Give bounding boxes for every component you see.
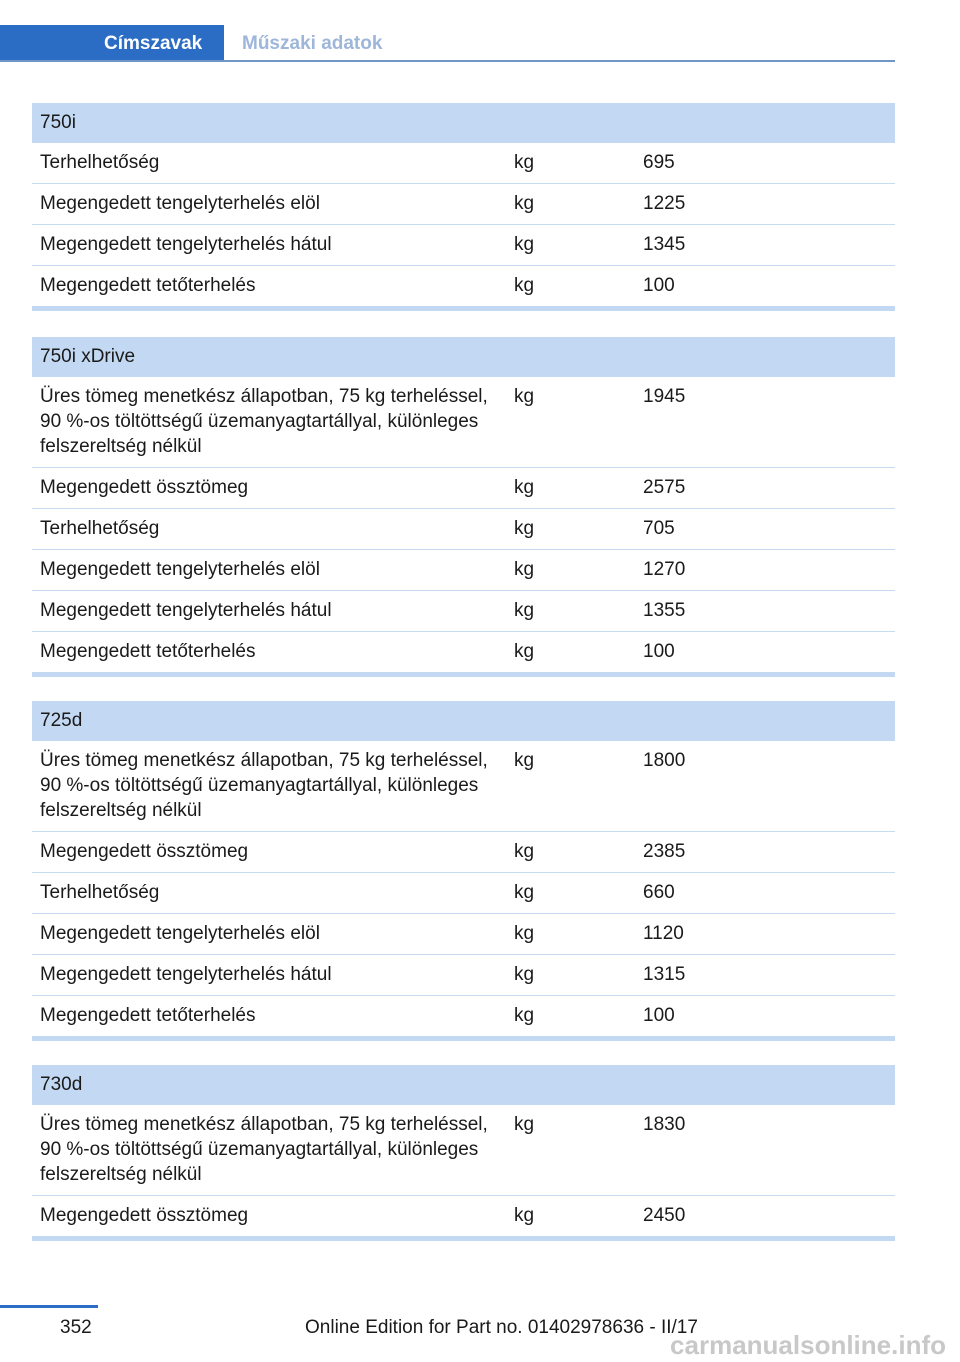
row-value: 695 [643,152,675,173]
row-label: Megengedett tengelyterhelés hátul [40,234,332,255]
row-label: Megengedett tetőterhelés [40,275,256,296]
row-label: Megengedett tengelyterhelés elöl [40,923,320,944]
row-label: Megengedett össztömeg [40,1205,249,1226]
row-unit: kg [514,193,535,214]
page-number: 352 [60,1317,92,1338]
table-row [32,468,895,509]
table-row [32,955,895,996]
row-unit: kg [514,1005,535,1026]
row-value: 1945 [643,386,686,407]
table-end-bar [32,672,895,677]
spec-table-750i-xdrive [32,337,895,677]
table-title: 750i xDrive [32,337,895,377]
row-value: 1800 [643,750,686,771]
table-row [32,143,895,184]
row-unit: kg [514,234,535,255]
table-row [32,591,895,632]
row-unit: kg [514,518,535,539]
table-end-bar [32,1236,895,1241]
row-value: 1315 [643,964,686,985]
table-row [32,550,895,591]
row-value: 1270 [643,559,686,580]
row-unit: kg [514,1114,535,1135]
table-row [32,741,895,832]
tab-muszaki-adatok[interactable]: Műszaki adatok [242,33,383,54]
row-value: 1355 [643,600,686,621]
row-value: 1120 [643,923,684,944]
row-label: Megengedett tengelyterhelés hátul [40,600,332,621]
row-label: Megengedett össztömeg [40,841,249,862]
spec-table-750i [32,103,895,311]
row-label: Üres tömeg menetkész állapotban, 75 kg terheléssel, 90 %-os töltöttségű üzemanyagtartállyal, különleges felszereltség nélkül [40,1114,488,1185]
row-unit: kg [514,841,535,862]
table-row [32,509,895,550]
spec-table-725d [32,701,895,1041]
row-unit: kg [514,559,535,580]
row-label: Üres tömeg menetkész állapotban, 75 kg terheléssel, 90 %-os töltöttségű üzemanyagtartállyal, különleges felszereltség nélkül [40,750,488,821]
row-value: 2575 [643,477,686,498]
row-value: 2450 [643,1205,686,1226]
row-label: Megengedett tengelyterhelés hátul [40,964,332,985]
table-row [32,377,895,468]
table-row [32,225,895,266]
row-unit: kg [514,600,535,621]
row-unit: kg [514,152,535,173]
row-unit: kg [514,641,535,662]
page-header [0,0,960,62]
footer-accent-line [0,1305,98,1308]
row-unit: kg [514,275,535,296]
row-value: 1830 [643,1114,686,1135]
row-label: Megengedett tengelyterhelés elöl [40,559,320,580]
table-row [32,914,895,955]
row-value: 100 [643,1005,675,1026]
row-label: Terhelhetőség [40,882,160,903]
row-label: Terhelhetőség [40,152,160,173]
table-end-bar [32,306,895,311]
table-end-bar [32,1036,895,1041]
table-title: 730d [32,1065,895,1105]
row-label: Megengedett tengelyterhelés elöl [40,193,320,214]
row-unit: kg [514,882,535,903]
row-unit: kg [514,923,535,944]
tab-cimszavak[interactable]: Címszavak [0,25,224,62]
table-row [32,184,895,225]
table-row [32,1105,895,1196]
spec-table-730d [32,1065,895,1241]
row-value: 1225 [643,193,686,214]
row-value: 2385 [643,841,686,862]
row-label: Megengedett tetőterhelés [40,1005,256,1026]
row-unit: kg [514,386,535,407]
watermark: carmanualsonline.info [670,1330,946,1360]
table-row [32,266,895,306]
row-label: Megengedett össztömeg [40,477,249,498]
row-unit: kg [514,964,535,985]
row-value: 660 [643,882,675,903]
table-row [32,832,895,873]
row-unit: kg [514,750,535,771]
table-title: 725d [32,701,895,741]
row-unit: kg [514,477,535,498]
table-row [32,996,895,1036]
header-divider [0,60,895,62]
table-title: 750i [32,103,895,143]
row-label: Megengedett tetőterhelés [40,641,256,662]
row-unit: kg [514,1205,535,1226]
table-row [32,632,895,672]
row-label: Üres tömeg menetkész állapotban, 75 kg terheléssel, 90 %-os töltöttségű üzemanyagtartállyal, különleges felszereltség nélkül [40,386,488,457]
edition-text: Online Edition for Part no. 01402978636 - II/17 [305,1317,698,1338]
table-row [32,1196,895,1236]
row-value: 1345 [643,234,686,255]
table-row [32,873,895,914]
row-value: 705 [643,518,675,539]
row-label: Terhelhetőség [40,518,160,539]
row-value: 100 [643,641,675,662]
row-value: 100 [643,275,675,296]
